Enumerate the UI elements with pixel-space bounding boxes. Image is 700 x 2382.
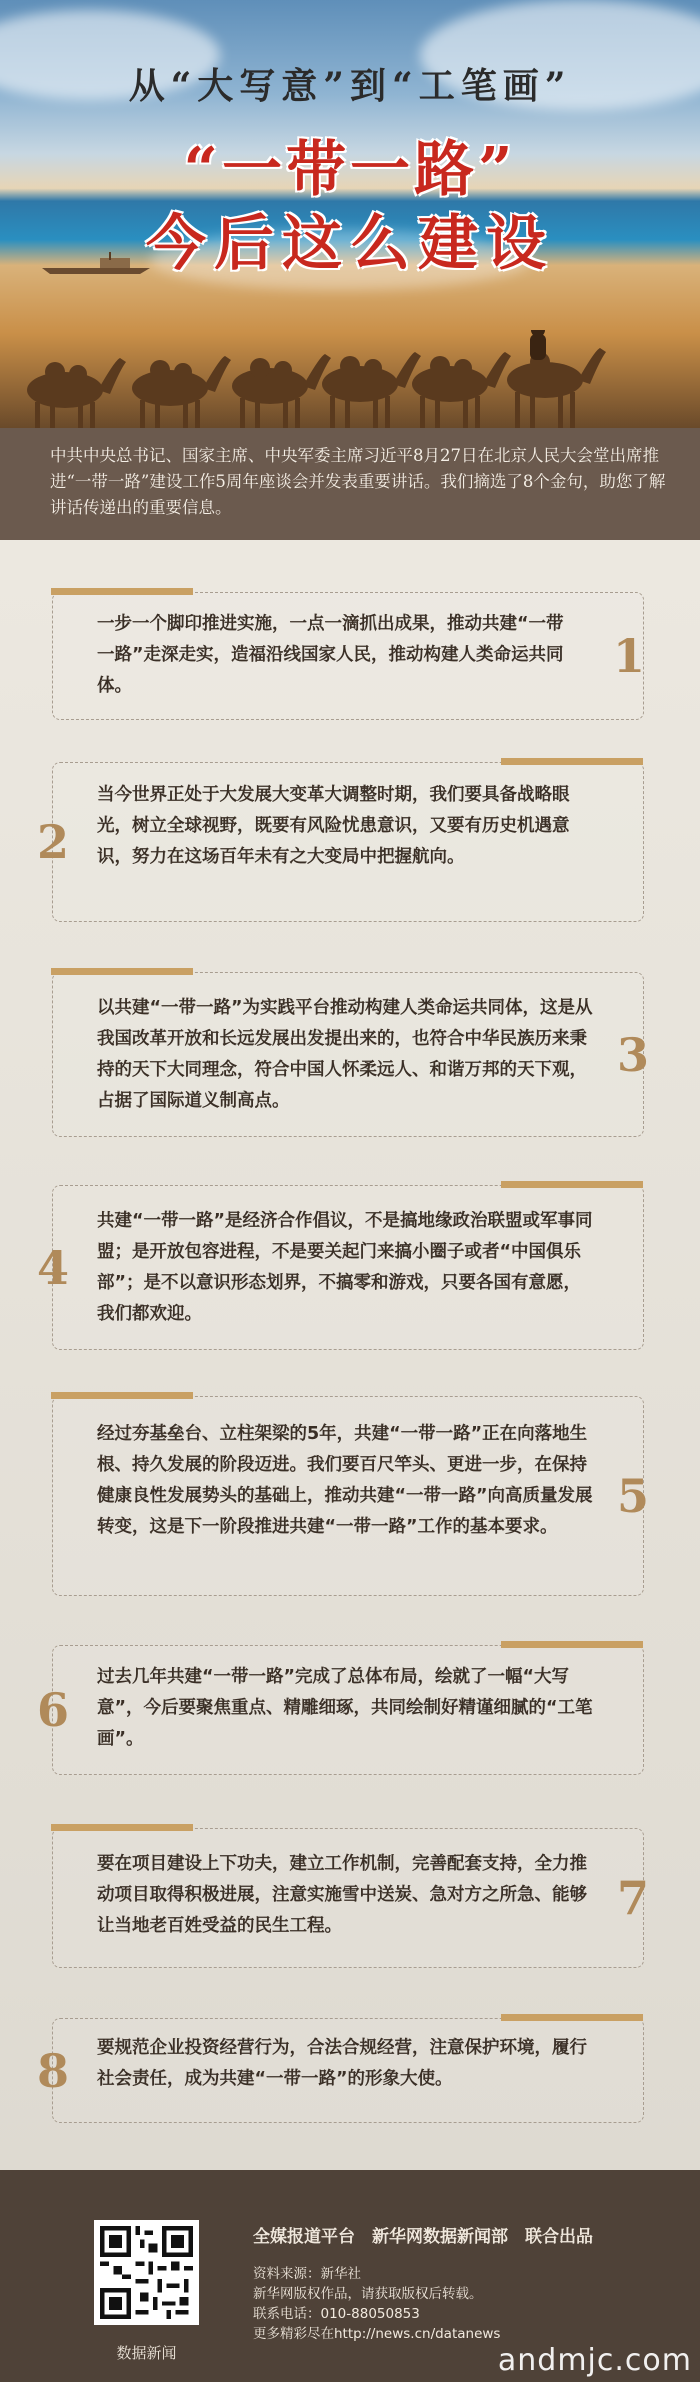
footer-source: 资料来源：新华社 bbox=[253, 2266, 361, 2282]
footer-more-link[interactable]: 更多精彩尽在http://news.cn/datanews bbox=[253, 2326, 501, 2342]
accent-bar bbox=[501, 2014, 643, 2021]
quote-text: 一步一个脚印推进实施，一点一滴抓出成果，推动共建“一带一路”走深走实，造福沿线国家人民，推动构建人类命运共同体。 bbox=[97, 614, 564, 696]
hero-title-line2: 今后这么建设 bbox=[146, 209, 554, 279]
quote-text: 当今世界正处于大发展大变革大调整时期，我们要具备战略眼光，树立全球视野，既要有风险忧患意识，又要有历史机遇意识，努力在这场百年未有之大变局中把握航向。 bbox=[97, 785, 570, 867]
accent-bar bbox=[51, 588, 193, 595]
quote-card-3 bbox=[52, 972, 649, 1137]
accent-bar bbox=[501, 1181, 643, 1188]
footer bbox=[0, 2170, 700, 2382]
accent-bar bbox=[51, 968, 193, 975]
footer-copyright: 新华网版权作品，请获取版权后转载。 bbox=[253, 2286, 483, 2302]
quote-number: 4 bbox=[37, 1240, 70, 1295]
accent-bar bbox=[501, 758, 643, 765]
quote-card-7 bbox=[52, 1828, 649, 1968]
hero-title-line1: “一带一路” bbox=[183, 135, 517, 205]
quote-card-8 bbox=[37, 2018, 644, 2123]
hero-banner bbox=[0, 0, 700, 428]
quote-card-5 bbox=[52, 1396, 649, 1596]
accent-bar bbox=[501, 1641, 643, 1648]
intro-text: 中共中央总书记、国家主席、中央军委主席习近平8月27日在北京人民大会堂出席推进“一带一路”建设工作5周年座谈会并发表重要讲话。我们摘选了8个金句，助您了解讲话传递出的重要信息。 bbox=[0, 428, 700, 540]
quote-text: 过去几年共建“一带一路”完成了总体布局，绘就了一幅“大写意”，今后要聚焦重点、精雕细琢，共同绘制好精谨细腻的“工笔画”。 bbox=[97, 1667, 593, 1749]
qr-code-icon[interactable] bbox=[94, 2220, 199, 2325]
quote-number: 7 bbox=[616, 1871, 649, 1925]
qr-caption: 数据新闻 bbox=[116, 2344, 177, 2362]
quote-text: 经过夯基垒台、立柱架梁的5年，共建“一带一路”正在向落地生根、持久发展的阶段迈进。我们要百尺竿头、更进一步，在保持健康良性发展势头的基础上，推动共建“一带一路”向高质量发展转变，这是下一阶段推进共建“一带一路”工作的基本要求。 bbox=[97, 1424, 593, 1537]
site-watermark: andmjc.com bbox=[497, 2343, 692, 2378]
quote-number: 5 bbox=[616, 1469, 649, 1523]
footer-credits: 全媒报道平台 新华网数据新闻部 联合出品 bbox=[253, 2227, 593, 2247]
quote-text: 共建“一带一路”是经济合作倡议，不是搞地缘政治联盟或军事同盟；是开放包容进程，不是要关起门来搞小圈子或者“中国俱乐部”；是不以意识形态划界，不搞零和游戏，只要各国有意愿，我们都欢迎。 bbox=[97, 1211, 593, 1324]
accent-bar bbox=[51, 1824, 193, 1831]
quote-number: 6 bbox=[37, 1683, 70, 1737]
quote-number: 3 bbox=[616, 1027, 649, 1082]
quotes-section bbox=[0, 540, 700, 2170]
quote-number: 1 bbox=[612, 629, 645, 683]
hero-subtitle: 从“大写意”到“工笔画” bbox=[128, 65, 572, 107]
camel-caravan-illustration bbox=[0, 330, 700, 428]
accent-bar bbox=[51, 1392, 193, 1399]
quote-card-4 bbox=[37, 1185, 644, 1350]
quote-card-1 bbox=[52, 592, 644, 720]
quote-number: 8 bbox=[37, 2043, 70, 2098]
quote-text: 要在项目建设上下功夫，建立工作机制，完善配套支持，全力推动项目取得积极进展，注意实施雪中送炭、急对方之所急、能够让当地老百姓受益的民生工程。 bbox=[97, 1854, 587, 1936]
quote-card-2 bbox=[37, 762, 644, 922]
quote-text: 以共建“一带一路”为实践平台推动构建人类命运共同体，这是从我国改革开放和长远发展出发提出来的，也符合中华民族历来秉持的天下大同理念，符合中国人怀柔远人、和谐万邦的天下观，占据了国际道义制高点。 bbox=[97, 998, 593, 1111]
quote-card-6 bbox=[37, 1645, 644, 1775]
quote-text: 要规范企业投资经营行为，合法合规经营，注意保护环境，履行社会责任，成为共建“一带一路”的形象大使。 bbox=[97, 2038, 587, 2089]
footer-phone: 联系电话：010-88050853 bbox=[253, 2306, 420, 2322]
quote-number: 2 bbox=[37, 815, 70, 869]
